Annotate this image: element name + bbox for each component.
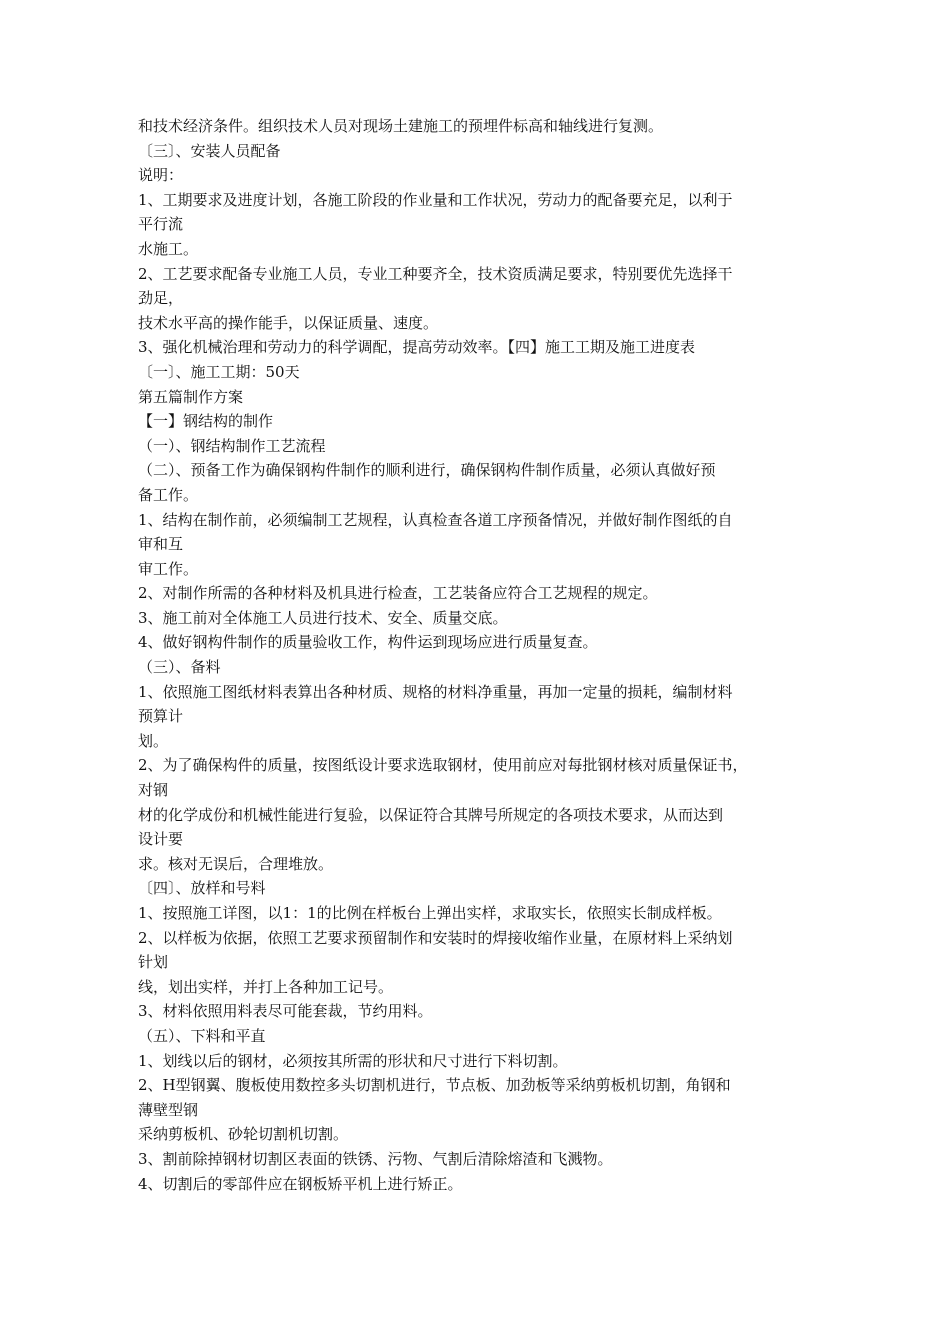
text-line: 1、按照施工详图，以1：1的比例在样板台上弹出实样，求取实长，依照实长制成样板。 — [138, 904, 722, 922]
text-line: 劲足， — [138, 289, 184, 308]
text-line: 线，划出实样，并打上各种加工记号。 — [138, 977, 394, 996]
text-line: 和技术经济条件。组织技术人员对现场土建施工的预埋件标高和轴线进行复测。 — [138, 117, 664, 135]
text-line: 求。核对无误后，合理堆放。 — [138, 854, 334, 873]
text-line: 2、对制作所需的各种材料及机具进行检查，工艺装备应符合工艺规程的规定。 — [138, 584, 658, 603]
text-line: 1、依照施工图纸材料表算出各种材质、规格的材料净重量，再加一定量的损耗，编制材料 — [138, 682, 733, 701]
text-line: 2、以样板为依据，依照工艺要求预留制作和安装时的焊接收缩作业量，在原材料上采纳划 — [138, 928, 733, 947]
text-line: 预算计 — [138, 707, 184, 726]
text-line: 1、划线以后的钢材，必须按其所需的形状和尺寸进行下料切割。 — [138, 1051, 568, 1070]
text-line: 3、施工前对全体施工人员进行技术、安全、质量交底。 — [138, 608, 508, 627]
text-line: 审和互 — [138, 535, 184, 554]
text-line: （五）、下料和平直 — [138, 1026, 266, 1045]
text-line: 针划 — [138, 953, 169, 972]
text-line: （二）、预备工作为确保钢构件制作的顺利进行，确保钢构件制作质量，必须认真做好预 — [138, 461, 716, 480]
text-line: 审工作。 — [138, 559, 199, 578]
text-line: 2、H型钢翼、腹板使用数控多头切割机进行，节点板、加劲板等采纳剪板机切割，角钢和 — [138, 1076, 731, 1095]
text-line: 3、强化机械治理和劳动力的科学调配，提高劳动效率。【四】施工工期及施工进度表 — [138, 338, 696, 357]
text-line: 采纳剪板机、砂轮切割机切割。 — [138, 1125, 349, 1144]
text-line: 平行流 — [138, 215, 184, 234]
text-line: 〔三〕、安装人员配备 — [138, 141, 281, 160]
text-line: 3、割前除掉钢材切割区表面的铁锈、污物、气割后清除熔渣和飞溅物。 — [138, 1149, 613, 1168]
text-line: 技术水平高的操作能手，以保证质量、速度。 — [138, 313, 439, 332]
text-line: 说明： — [138, 166, 184, 185]
text-line: 2、为了确保构件的质量，按图纸设计要求选取钢材，使用前应对每批钢材核对质量保证书， — [138, 756, 748, 775]
text-line: 备工作。 — [138, 485, 199, 504]
text-line: 材的化学成份和机械性能进行复验，以保证符合其牌号所规定的各项技术要求，从而达到 — [138, 805, 724, 824]
text-line: 划。 — [138, 731, 169, 750]
text-line: 设计要 — [138, 830, 184, 849]
text-line: 4、切割后的零部件应在钢板矫平机上进行矫正。 — [138, 1174, 463, 1193]
text-line: 第五篇制作方案 — [138, 387, 244, 406]
text-line: 〔四〕、放样和号料 — [138, 879, 266, 898]
text-line: 1、工期要求及进度计划，各施工阶段的作业量和工作状况，劳动力的配备要充足，以利于 — [138, 190, 733, 209]
text-line: 4、做好钢构件制作的质量验收工作，构件运到现场应进行质量复查。 — [138, 633, 598, 652]
text-line: 〔一〕、施工工期：50天 — [138, 362, 300, 381]
document-body — [138, 114, 828, 1196]
text-line: （一）、钢结构制作工艺流程 — [138, 436, 326, 455]
text-line: 1、结构在制作前，必须编制工艺规程，认真检查各道工序预备情况，并做好制作图纸的自 — [138, 510, 733, 529]
text-line: 【一】钢结构的制作 — [138, 412, 274, 431]
text-line: 3、材料依照用料表尽可能套裁，节约用料。 — [138, 1002, 433, 1021]
text-line: 薄壁型钢 — [138, 1100, 199, 1119]
text-line: （三）、备料 — [138, 658, 221, 677]
text-line: 对钢 — [138, 781, 169, 800]
text-line: 2、工艺要求配备专业施工人员，专业工种要齐全，技术资质满足要求，特别要优先选择干 — [138, 264, 733, 283]
text-line: 水施工。 — [138, 239, 199, 258]
